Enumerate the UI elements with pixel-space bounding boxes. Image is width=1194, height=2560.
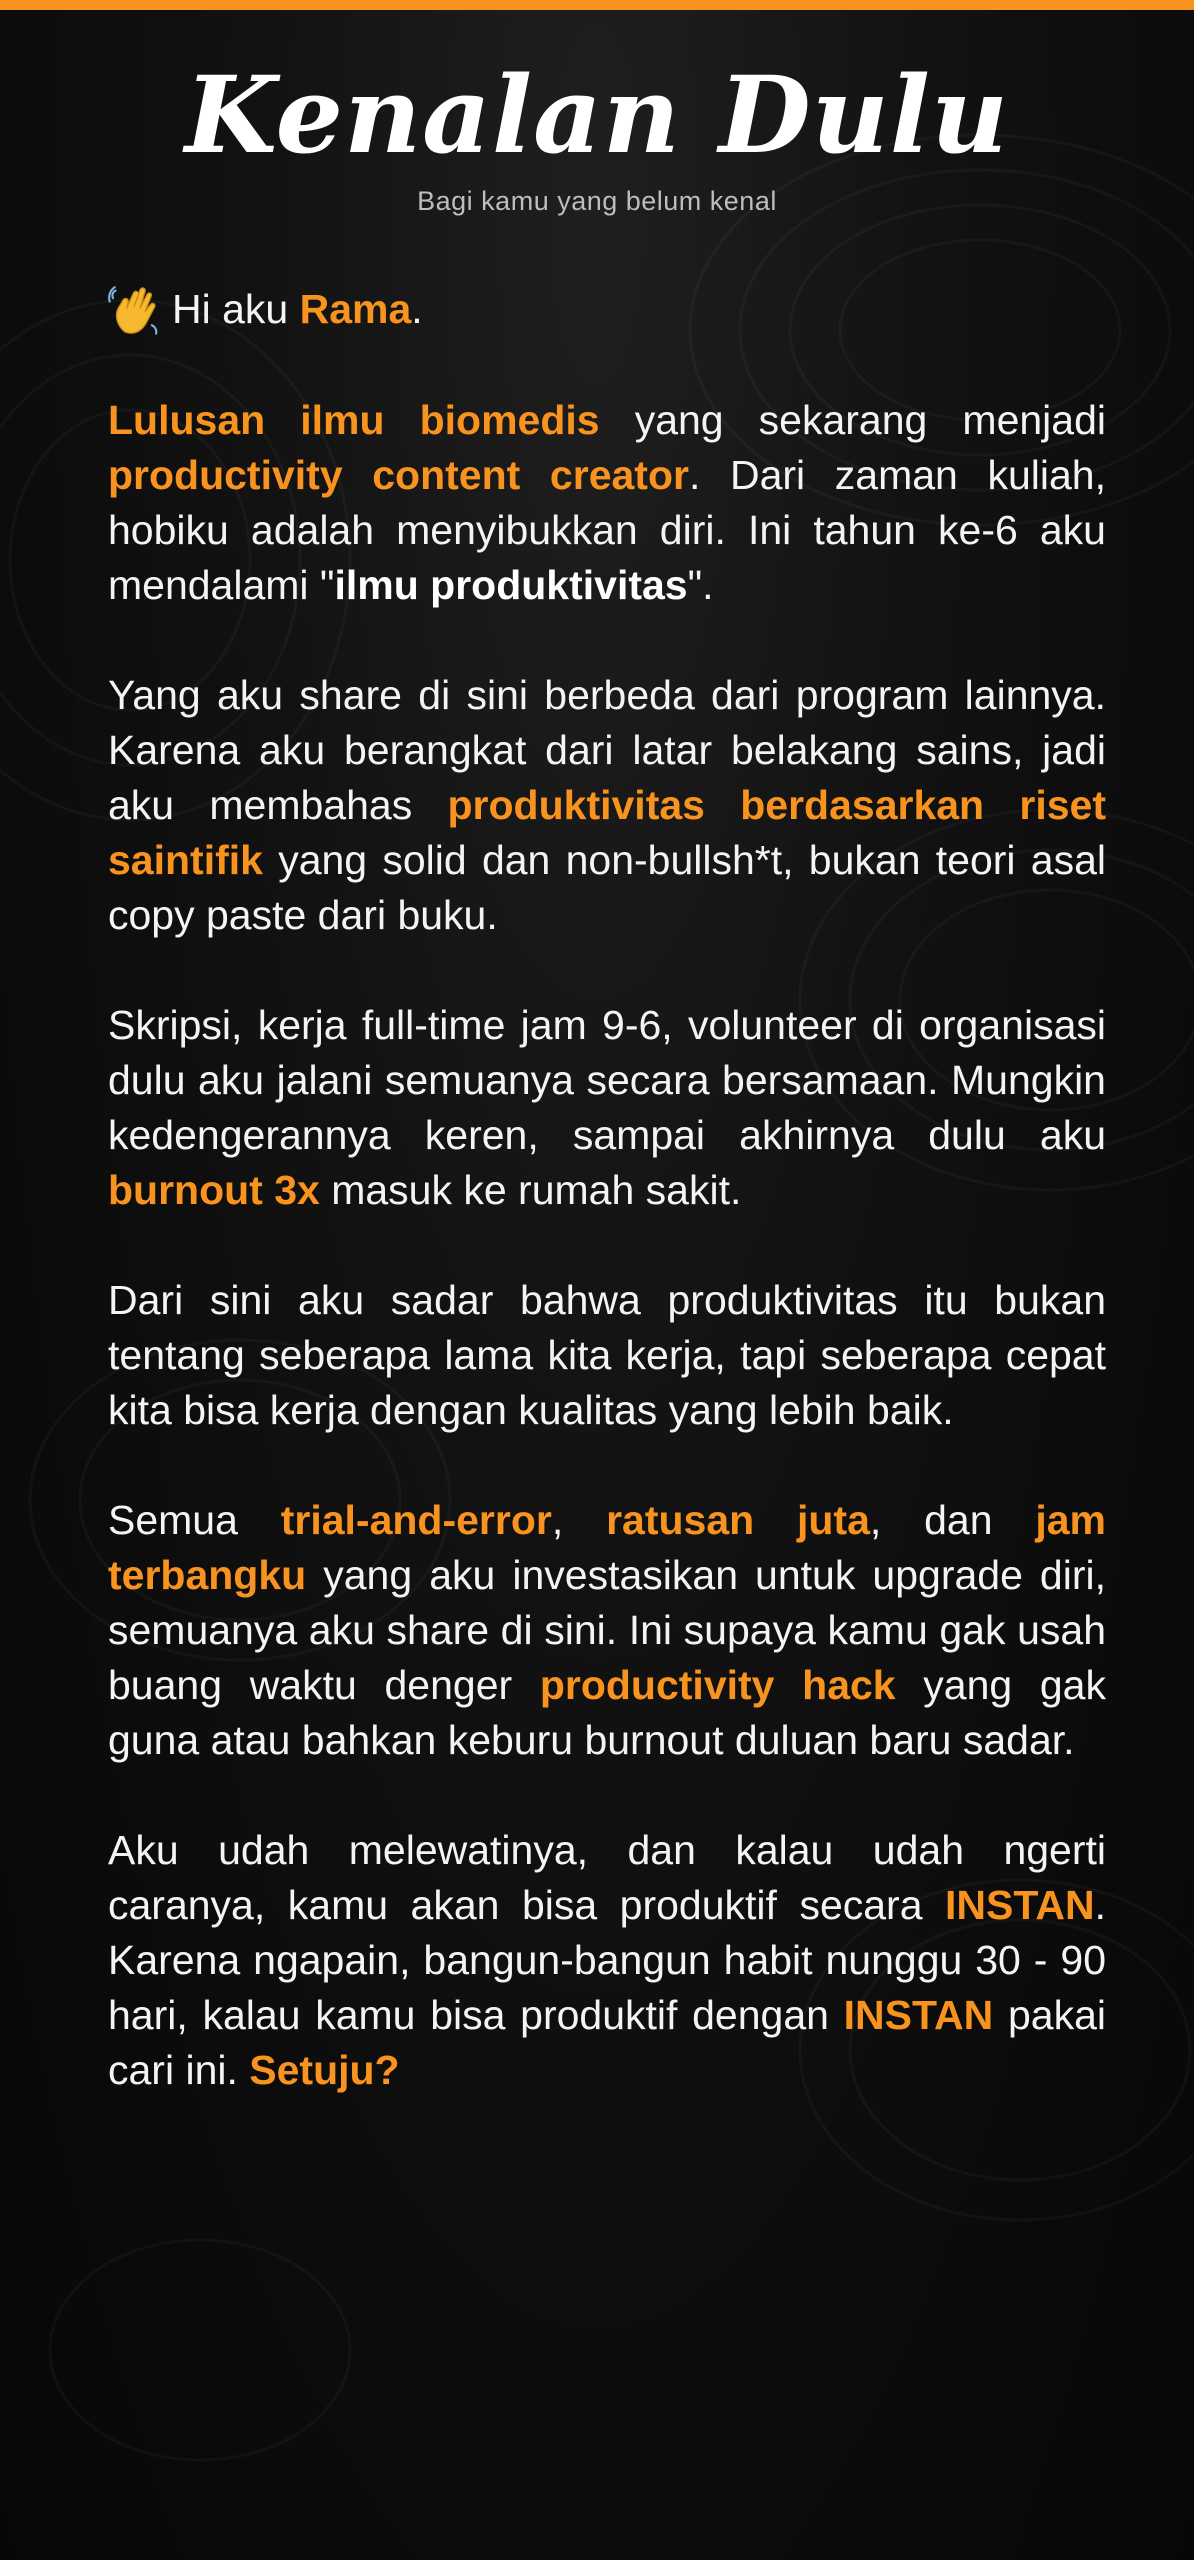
paragraph-realization [108, 1273, 1106, 1438]
paragraph-text: yang solid dan non-bullsh*t, bukan teori asal copy paste dari buku. [108, 837, 1106, 938]
paragraph-text: ". [687, 562, 714, 608]
highlight-agree: Setuju? [249, 2047, 400, 2093]
highlight-hours: jam terbangku [108, 1497, 1106, 1598]
greeting-name: Rama [299, 286, 412, 332]
highlight-productivity-hack: productivity hack [539, 1662, 896, 1708]
page-subtitle: Bagi kamu yang belum kenal [417, 186, 777, 216]
paragraph-text: , dan [869, 1497, 1036, 1543]
page-title: Kenalan Dulu [184, 52, 1010, 177]
paragraph-investment [108, 1493, 1106, 1768]
header [0, 50, 1194, 217]
highlight-role: productivity content creator [108, 452, 689, 498]
waving-hand-icon [108, 283, 162, 337]
highlight-research: produktivitas berdasarkan riset saintifik [108, 782, 1106, 883]
highlight-education: Lulusan ilmu biomedis [108, 397, 600, 443]
paragraph-text: Dari sini aku sadar bahwa produktivitas itu bukan tentang seberapa lama kita kerja, tapi seberapa cepat kita bisa kerja dengan kualitas yang lebih baik. [108, 1277, 1106, 1433]
paragraph-approach [108, 668, 1106, 943]
highlight-burnout: burnout 3x [108, 1167, 320, 1213]
highlight-instan: INSTAN [843, 1992, 994, 2038]
paragraph-text: Skripsi, kerja full-time jam 9-6, volunteer di organisasi dulu aku jalani semuanya secara bersamaan. Mungkin kedengerannya keren, sampai akhirnya dulu aku [108, 1002, 1106, 1158]
accent-top-bar [0, 0, 1194, 10]
paragraph-text: pakai cari ini. [108, 1992, 1106, 2093]
highlight-money: ratusan juta [606, 1497, 870, 1543]
paragraph-text: yang sekarang menjadi [599, 397, 1107, 443]
highlight-instan: INSTAN [945, 1882, 1095, 1928]
paragraph-intro [108, 393, 1106, 613]
paragraph-text: Aku udah melewatinya, dan kalau udah ngerti caranya, kamu akan bisa produktif secara [108, 1827, 1106, 1928]
paragraph-text: masuk ke rumah sakit. [319, 1167, 742, 1213]
paragraph-text: yang gak guna atau bahkan keburu burnout duluan baru sadar. [108, 1662, 1106, 1763]
paragraph-closing [108, 1823, 1106, 2098]
highlight-trial-error: trial-and-error [280, 1497, 552, 1543]
bold-term: ilmu produktivitas [334, 562, 688, 608]
greeting-suffix: . [411, 286, 423, 332]
greeting [108, 282, 1106, 337]
about-content [108, 282, 1106, 2153]
paragraph-text: . Karena ngapain, bangun-bangun habit nunggu 30 - 90 hari, kalau kamu bisa produktif dengan [108, 1882, 1106, 2038]
paragraph-text: , [551, 1497, 607, 1543]
paragraph-text: yang aku investasikan untuk upgrade diri, semuanya aku share di sini. Ini supaya kamu gak usah buang waktu denger [108, 1552, 1106, 1708]
paragraph-text: Yang aku share di sini berbeda dari program lainnya. Karena aku berangkat dari latar belakang sains, jadi aku membahas [108, 672, 1106, 828]
paragraph-text: Semua [108, 1497, 281, 1543]
paragraph-text: . Dari zaman kuliah, hobiku adalah menyibukkan diri. Ini tahun ke-6 aku mendalami " [108, 452, 1106, 608]
greeting-prefix: Hi aku [172, 286, 300, 332]
paragraph-story [108, 998, 1106, 1218]
